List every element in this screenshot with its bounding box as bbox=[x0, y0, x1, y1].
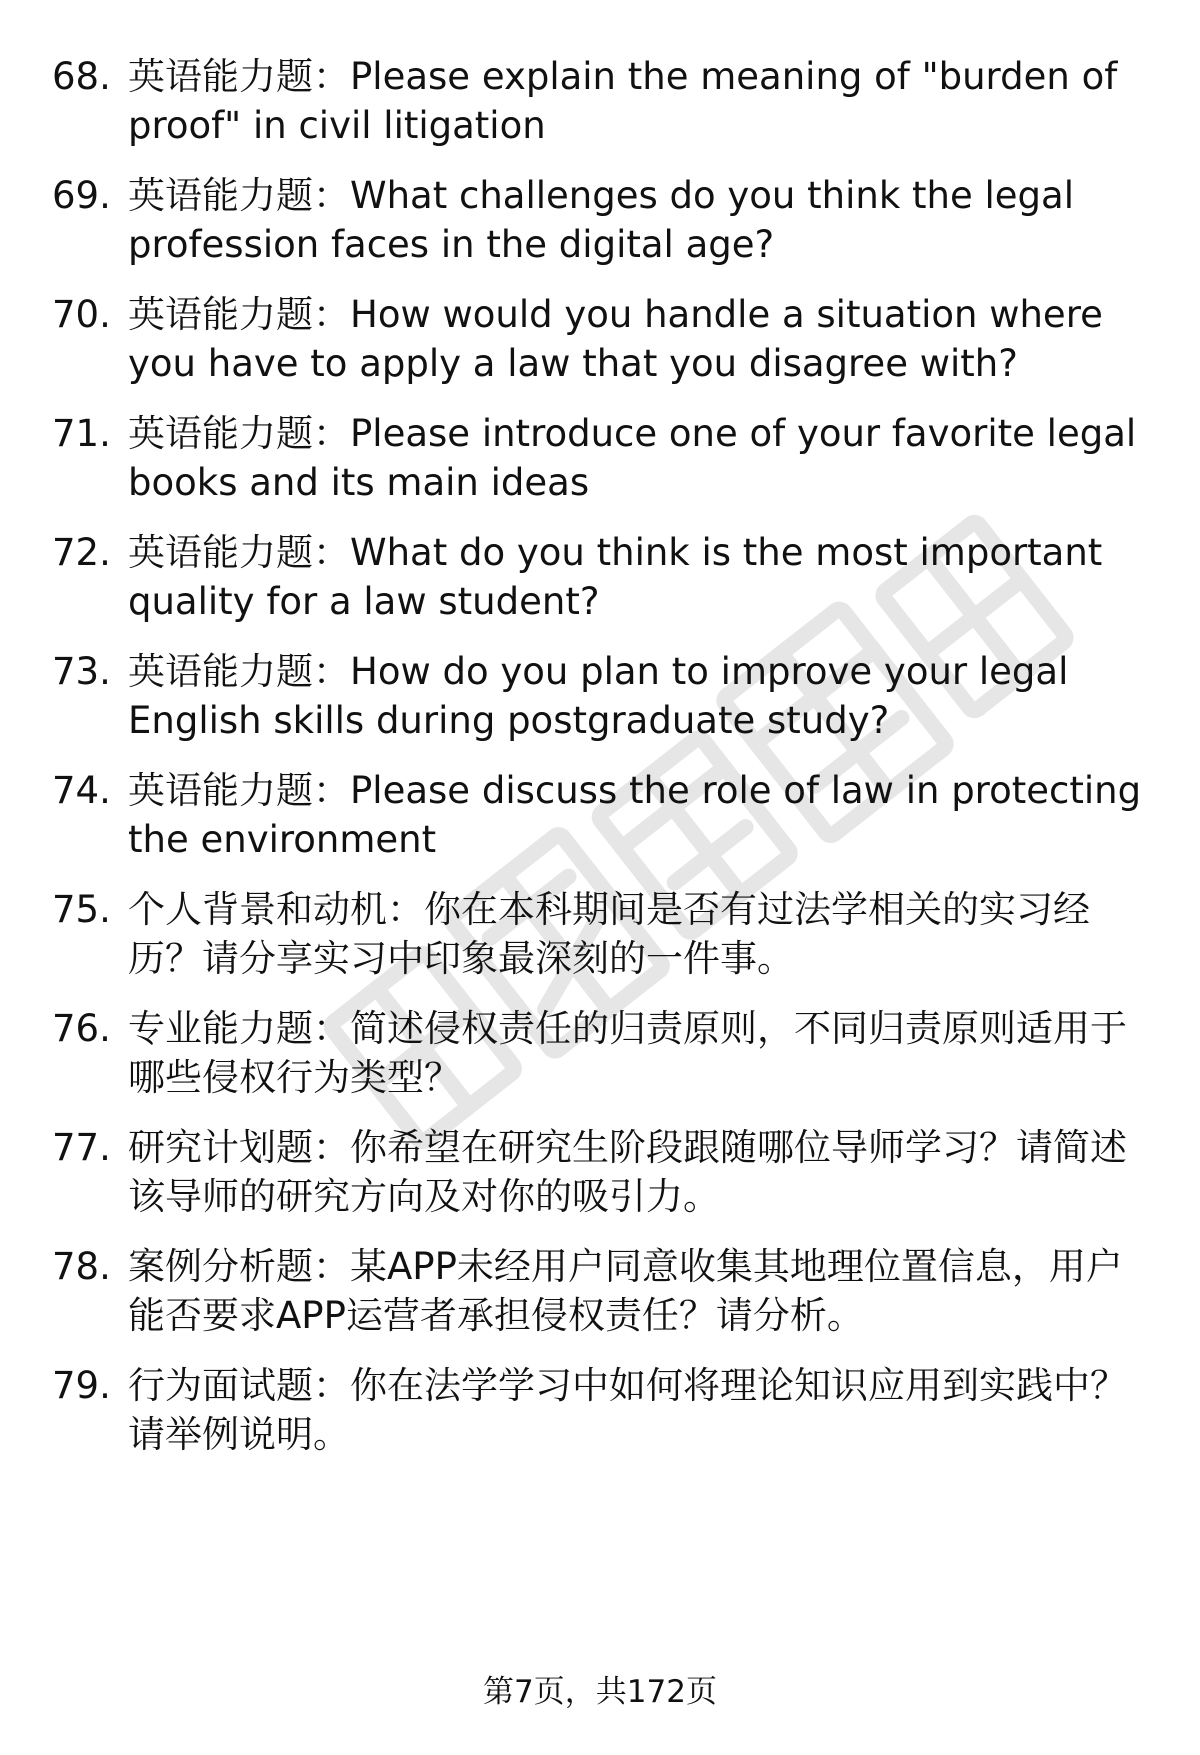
question-number: 78. bbox=[52, 1245, 111, 1288]
page-number-label: 第7页，共172页 bbox=[483, 1674, 717, 1710]
question-text: 研究计划题：你希望在研究生阶段跟随哪位导师学习？请简述该导师的研究方向及对你的吸引力。 bbox=[128, 1126, 1127, 1218]
page-footer bbox=[0, 1672, 1200, 1712]
question-number: 76. bbox=[52, 1007, 111, 1050]
question-text: 案例分析题：某APP未经用户同意收集其地理位置信息，用户能否要求APP运营者承担侵权责任？请分析。 bbox=[128, 1245, 1123, 1337]
question-text: 英语能力题：How do you plan to improve your legal English skills during postgraduate study? bbox=[128, 650, 1069, 742]
question-number: 79. bbox=[52, 1364, 111, 1407]
question-text: 英语能力题：Please explain the meaning of "burden of proof" in civil litigation bbox=[128, 55, 1118, 147]
question-text: 行为面试题：你在法学学习中如何将理论知识应用到实践中？请举例说明。 bbox=[128, 1364, 1127, 1456]
question-text: 英语能力题：Please introduce one of your favorite legal books and its main ideas bbox=[128, 412, 1137, 504]
question-number: 75. bbox=[52, 888, 111, 931]
question-text: 英语能力题：Please discuss the role of law in protecting the environment bbox=[128, 769, 1142, 861]
question-text: 英语能力题：What challenges do you think the legal profession faces in the digital age? bbox=[128, 174, 1074, 266]
question-text: 专业能力题：简述侵权责任的归责原则，不同归责原则适用于哪些侵权行为类型？ bbox=[128, 1007, 1127, 1099]
question-number: 72. bbox=[52, 531, 111, 574]
question-number: 70. bbox=[52, 293, 111, 336]
question-number: 74. bbox=[52, 769, 111, 812]
question-number: 71. bbox=[52, 412, 111, 455]
question-number: 77. bbox=[52, 1126, 111, 1169]
question-number: 69. bbox=[52, 174, 111, 217]
question-number: 73. bbox=[52, 650, 111, 693]
question-text: 个人背景和动机：你在本科期间是否有过法学相关的实习经历？请分享实习中印象最深刻的一件事。 bbox=[128, 888, 1090, 980]
question-text: 英语能力题：How would you handle a situation where you have to apply a law that you disagree with? bbox=[128, 293, 1103, 385]
question-number: 68. bbox=[52, 55, 111, 98]
question-text: 英语能力题：What do you think is the most important quality for a law student? bbox=[128, 531, 1103, 623]
